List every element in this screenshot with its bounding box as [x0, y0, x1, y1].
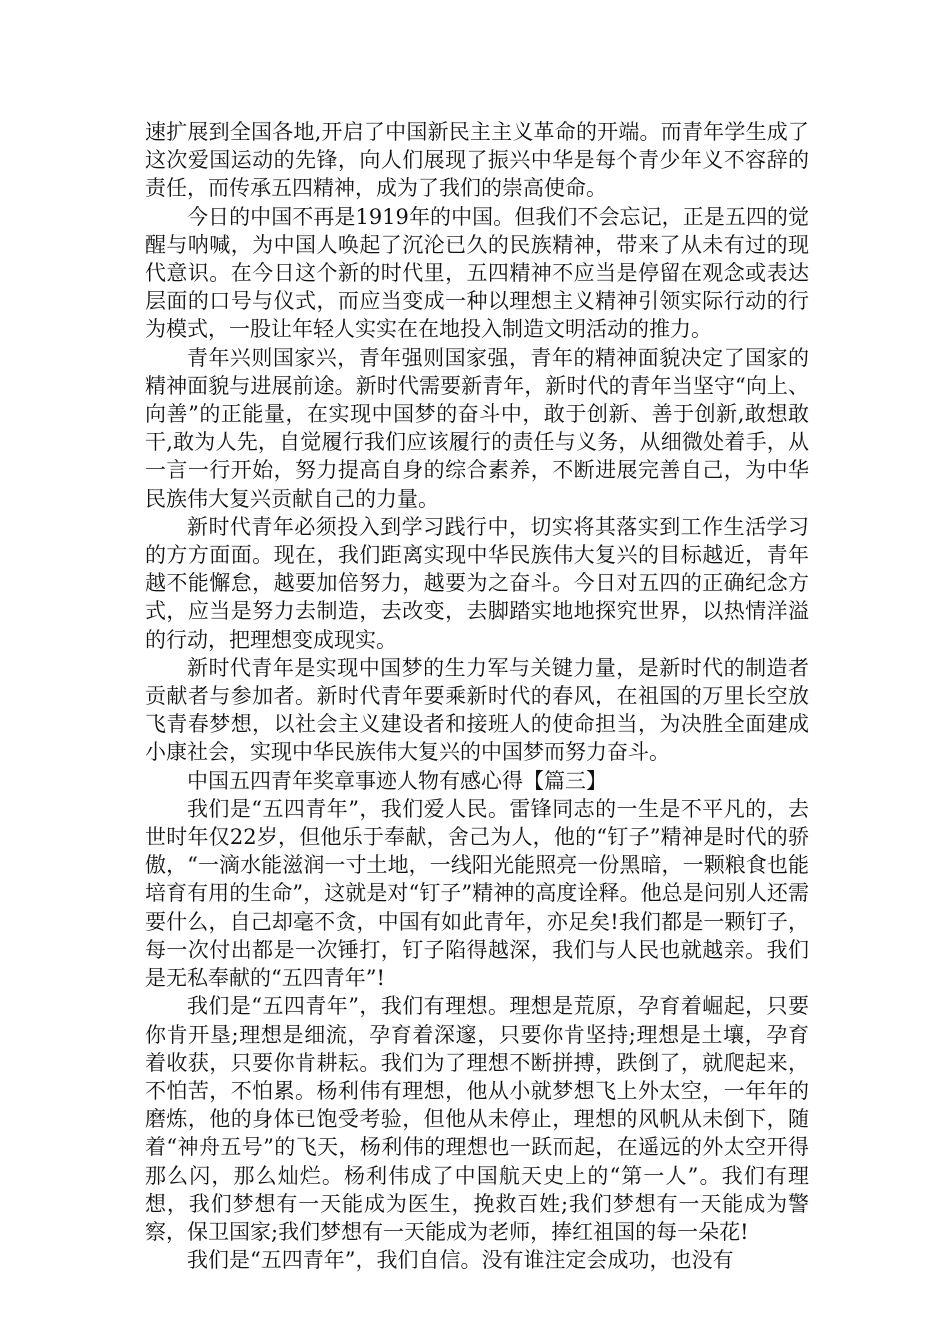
paragraph-new-era-practice: 新时代青年必须投入到学习践行中，切实将其落实到工作生活学习的方方面面。现在，我们距离实现中华民族伟大复兴的目标越近，青年越不能懈怠，越要加倍努力，越要为之奋斗。今日对五四的正确纪念方式，应当是努力去制造，去改变，去脚踏实地地探究世界，以热情洋溢的行动，把理想变成现实。	[145, 514, 809, 652]
paragraph-ideals: 我们是“五四青年”，我们有理想。理想是荒原，孕育着崛起，只要你肯开垦;理想是细流，孕育着深邃，只要你肯坚持;理想是土壤，孕育着收获，只要你肯耕耘。我们为了理想不断拼搏，跌倒了，就爬起来，不怕苦，不怕累。杨利伟有理想，他从小就梦想飞上外太空，一年年的磨炼，他的身体已饱受考验，但他从未停止，理想的风帆从未倒下，随着“神舟五号”的飞天，杨利伟的理想也一跃而起，在遥远的外太空开得那么闪，那么灿烂。杨利伟成了中国航天史上的“第一人”。我们有理想，我们梦想有一天能成为医生，挽救百姓;我们梦想有一天能成为警察，保卫国家;我们梦想有一天能成为老师，捧红祖国的每一朵花!	[145, 994, 809, 1244]
paragraph-new-era-force: 新时代青年是实现中国梦的生力军与关键力量，是新时代的制造者贡献者与参加者。新时代青年要乘新时代的春风，在祖国的万里长空放飞青春梦想，以社会主义建设者和接班人的使命担当，为决胜全面建成小康社会，实现中华民族伟大复兴的中国梦而努力奋斗。	[145, 655, 809, 765]
paragraph-1919: 今日的中国不再是1919年的中国。但我们不会忘记，正是五四的觉醒与呐喊，为中国人唤起了沉沦已久的民族精神，带来了从未有过的现代意识。在今日这个新的时代里，五四精神不应当是停留在观念或表达层面的口号与仪式，而应当变成一种以理想主义精神引领实际行动的行为模式，一股让年轻人实实在在地投入制造文明活动的推力。	[145, 204, 809, 342]
paragraph-continuation: 速扩展到全国各地,开启了中国新民主主义革命的开端。而青年学生成了这次爱国运动的先锋，向人们展现了振兴中华是每个青少年义不容辞的责任，而传承五四精神，成为了我们的崇高使命。	[145, 120, 809, 201]
section-heading: 中国五四青年奖章事迹人物有感心得【篇三】	[187, 768, 607, 793]
paragraph-youth-strong: 青年兴则国家兴，青年强则国家强，青年的精神面貌决定了国家的精神面貌与进展前途。新时代需要新青年，新时代的青年当坚守“向上、向善”的正能量，在实现中国梦的奋斗中，敢于创新、善于创新,敢想敢干,敢为人先，自觉履行我们应该履行的责任与义务，从细微处着手，从一言一行开始，努力提高自身的综合素养，不断进展完善自己，为中华民族伟大复兴贡献自己的力量。	[145, 345, 809, 511]
paragraph-confidence: 我们是“五四青年”，我们自信。没有谁注定会成功，也没有	[187, 1248, 734, 1273]
document-body	[145, 118, 809, 1274]
paragraph-love-people: 我们是“五四青年”，我们爱人民。雷锋同志的一生是不平凡的，去世时年仅22岁，但他乐于奉献，舍己为人，他的“钉子”精神是时代的骄傲，“一滴水能滋润一寸土地，一线阳光能照亮一份黑暗，一颗粮食也能培育有用的生命”，这就是对“钉子”精神的高度诠释。他总是问别人还需要什么，自己却毫不贪，中国有如此青年，亦足矣!我们都是一颗钉子，每一次付出都是一次锤打，钉子陷得越深，我们与人民也就越亲。我们是无私奉献的“五四青年”!	[145, 796, 809, 991]
